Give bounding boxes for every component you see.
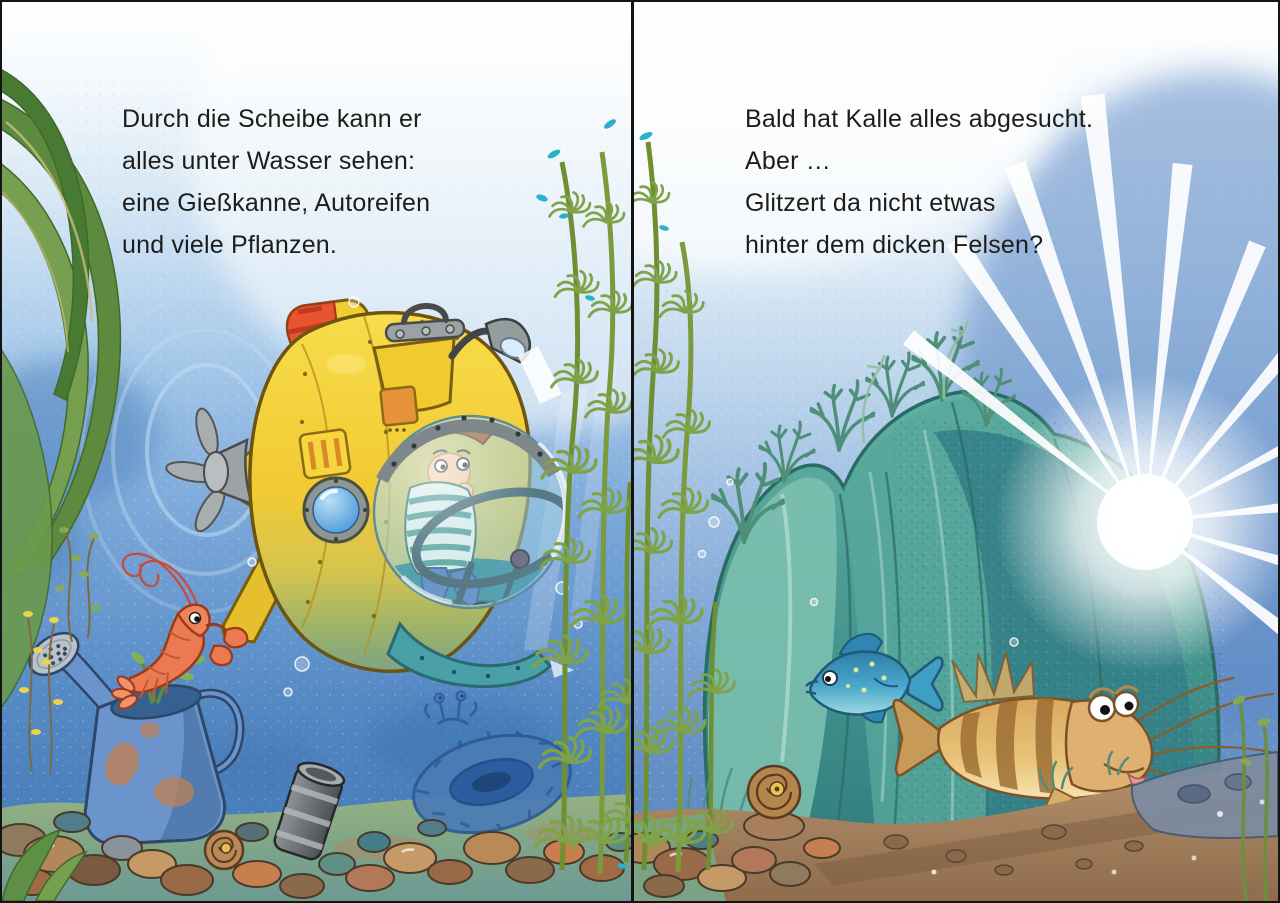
right-story-paragraph [745, 98, 1093, 266]
page-gutter-line [631, 2, 634, 901]
story-text-line: alles unter Wasser sehen: [122, 147, 416, 175]
right-page [634, 2, 1278, 901]
snail-shell-right [748, 766, 800, 818]
vent-slats [299, 429, 351, 479]
story-text-line: und viele Pflanzen. [122, 231, 338, 259]
left-page [2, 2, 631, 901]
story-text-line: Glitzert da nicht etwas [745, 189, 996, 217]
story-text-line: hinter dem dicken Felsen? [745, 231, 1044, 259]
left-story-paragraph [122, 98, 430, 266]
story-text-line: Bald hat Kalle alles abgesucht. [745, 105, 1094, 133]
story-text-line: Aber … [745, 147, 831, 175]
story-text-line: Durch die Scheibe kann er [122, 105, 422, 133]
porthole [304, 478, 368, 542]
snail-shell-left [205, 831, 243, 869]
story-text-line: eine Gießkanne, Autoreifen [122, 189, 431, 217]
fish-head [1066, 687, 1152, 791]
